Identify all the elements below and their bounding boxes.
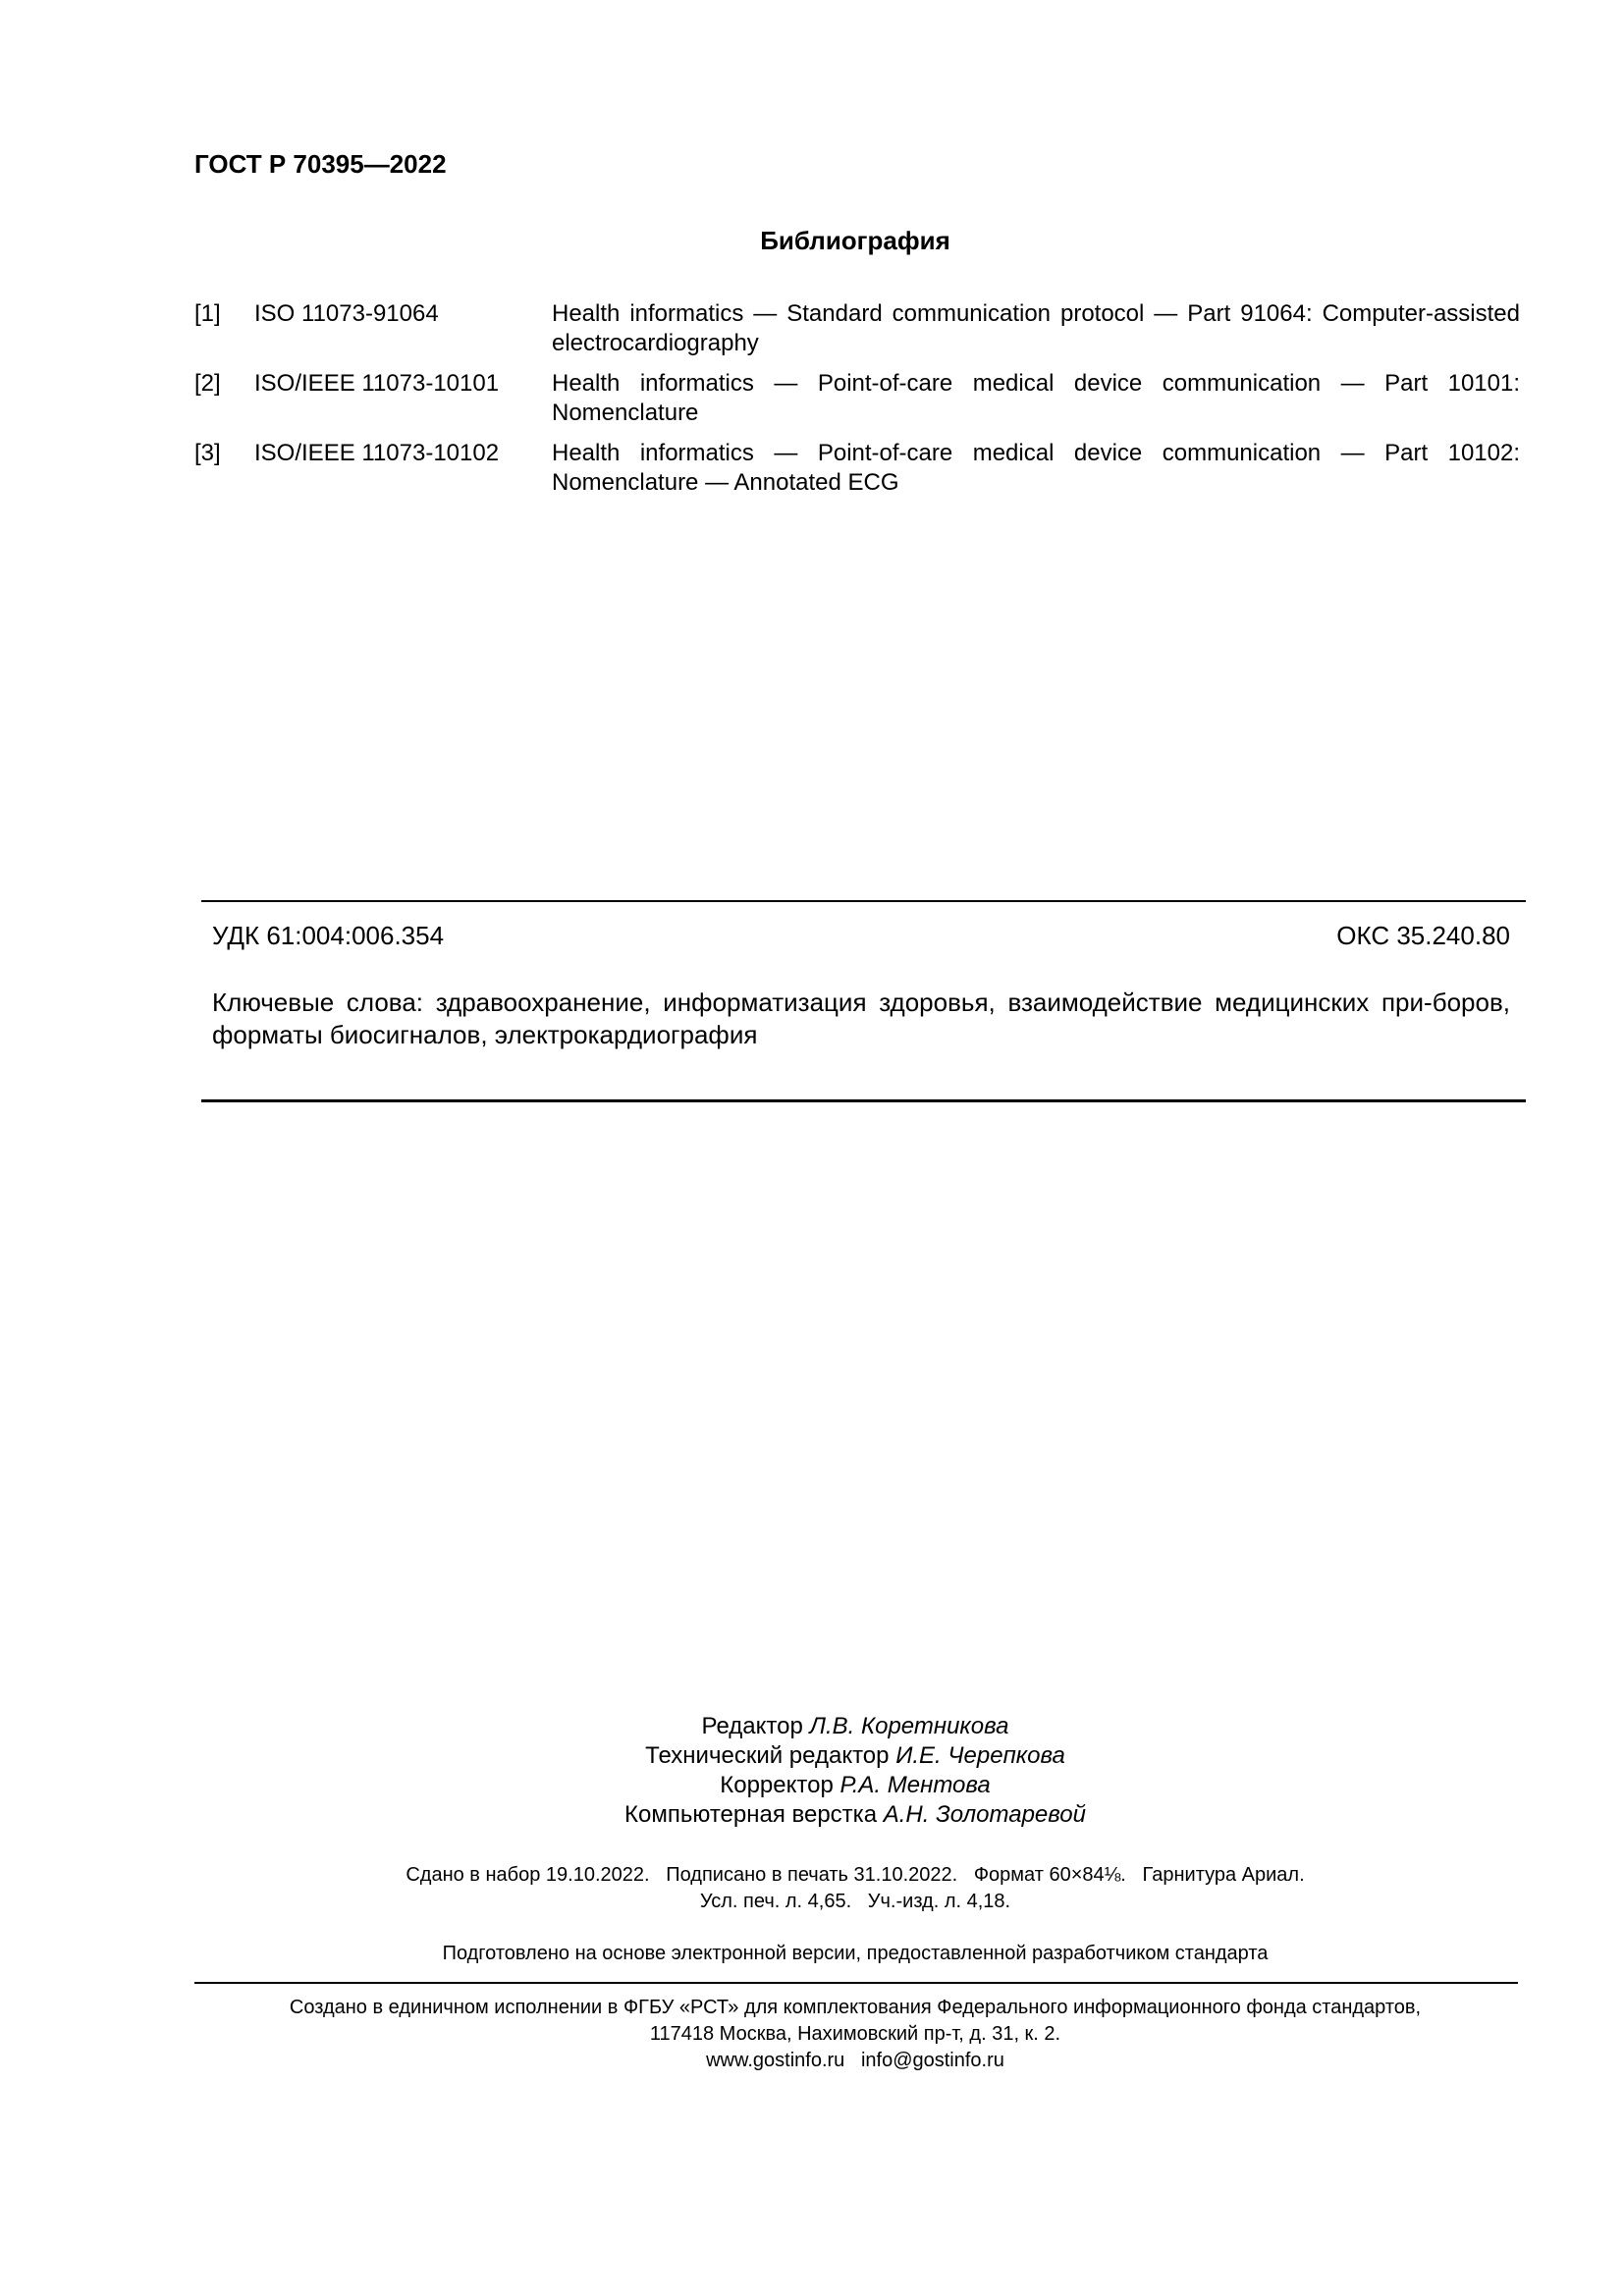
bibliography-entry [194, 439, 1520, 498]
editor-label: Редактор [701, 1713, 803, 1739]
layout-line [0, 1800, 1624, 1830]
prepared-note: Подготовлено на основе электронной версии, предоставленной разработчиком стандарта [442, 1943, 1269, 1964]
tech-editor-label: Технический редактор [645, 1742, 890, 1769]
entry-number: [2] [194, 370, 221, 397]
entry-number: [3] [194, 440, 221, 466]
publisher-contacts: www.gostinfo.ru info@gostinfo.ru [706, 2050, 1004, 2071]
editor-line [0, 1712, 1624, 1741]
layout-label: Компьютерная верстка [624, 1801, 878, 1828]
entry-standard-code: ISO/IEEE 11073-10101 [254, 370, 500, 397]
entry-number: [1] [194, 300, 221, 327]
layout-name: А.Н. Золотаревой [883, 1801, 1086, 1828]
tech-editor-name: И.Е. Черепкова [895, 1742, 1065, 1769]
tech-editor-line [0, 1741, 1624, 1771]
document-code: ГОСТ Р 70395—2022 [194, 149, 447, 179]
bibliography-entry [194, 299, 1520, 358]
bibliography-title: Библиография [760, 226, 950, 255]
print-info-line-2: Усл. печ. л. 4,65. Уч.-изд. л. 4,18. [699, 1891, 1011, 1912]
udk-code: УДК 61:004:006.354 [212, 921, 445, 950]
entry-title: Health informatics — Point-of-care medical device communication — Part 10102: Nomenclature — Annotated ECG [552, 440, 1520, 496]
publisher-line-1: Создано в единичном исполнении в ФГБУ «РСТ» для комплектования Федерального информационного фонда стандартов, [289, 1997, 1422, 2018]
publisher-info [0, 1995, 1624, 2074]
bibliography-list [194, 299, 1520, 508]
proofreader-name: Р.А. Ментова [839, 1772, 991, 1798]
publisher-address: 117418 Москва, Нахимовский пр-т, д. 31, к. 2. [649, 2023, 1061, 2045]
keywords: Ключевые слова: здравоохранение, информатизация здоровья, взаимодействие медицинских при-боров, форматы биосигналов, электрокардиография [212, 988, 1510, 1049]
entry-standard-code: ISO/IEEE 11073-10102 [254, 440, 500, 466]
divider-bottom [194, 1982, 1518, 1984]
proofreader-label: Корректор [720, 1772, 834, 1798]
divider-middle [201, 1099, 1526, 1102]
divider-top [201, 900, 1526, 902]
print-info-line-1: Сдано в набор 19.10.2022. Подписано в печать 31.10.2022. Формат 60×84⅛. Гарнитура Ариал. [406, 1864, 1305, 1886]
credits-block [0, 1712, 1624, 1830]
print-info [0, 1862, 1624, 1915]
entry-title: Health informatics — Point-of-care medical device communication — Part 10101: Nomenclature [552, 370, 1520, 426]
editor-name: Л.В. Коретникова [809, 1713, 1009, 1739]
oks-code: ОКС 35.240.80 [1336, 921, 1510, 950]
entry-standard-code: ISO 11073-91064 [254, 300, 439, 327]
entry-title: Health informatics — Standard communication protocol — Part 91064: Computer-assisted electrocardiography [552, 300, 1520, 356]
bibliography-entry [194, 369, 1520, 428]
proofreader-line [0, 1771, 1624, 1800]
